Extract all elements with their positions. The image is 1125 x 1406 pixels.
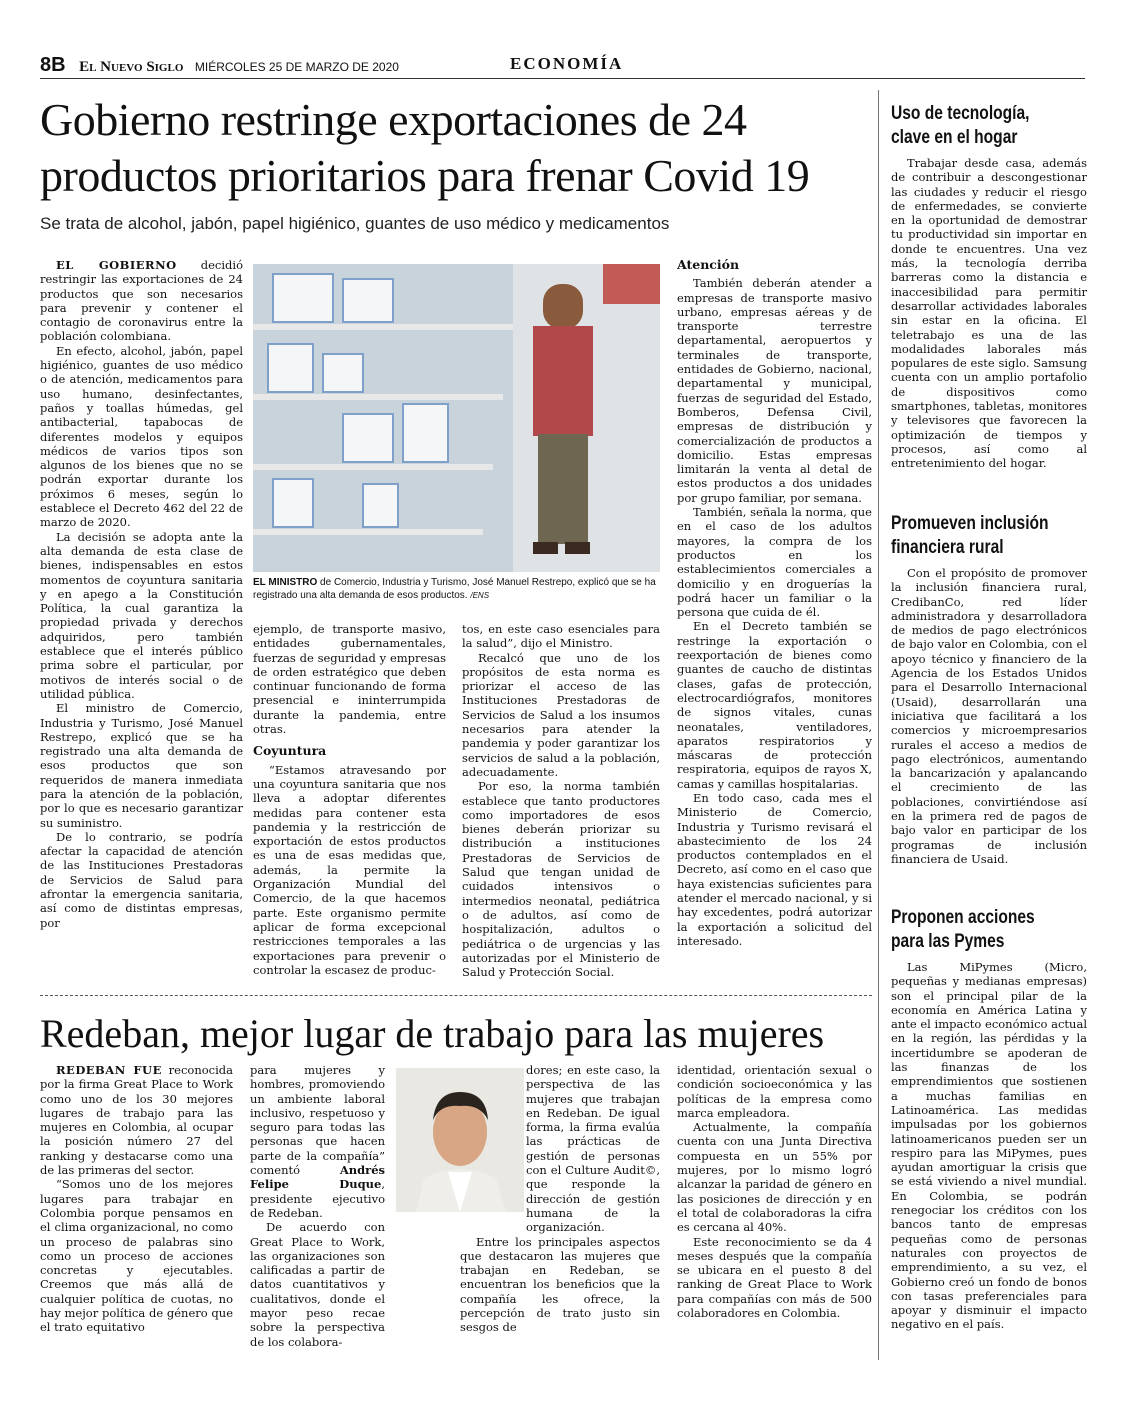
subheading-atencion: Atención [677, 257, 740, 272]
top-rule [40, 78, 1085, 79]
paragraph: También, señala la norma, que en el caso de los adultos mayores, la compra de los productos en los establecimientos comerciales a domicilio y en droguerías la podrá hacer un familiar o la persona que cuida de él. [677, 505, 872, 620]
article2-headline: Redeban, mejor lugar de trabajo para las mujeres [40, 1011, 825, 1056]
paragraph: tos, en este caso esenciales para la salud”, dijo el Ministro. [462, 622, 660, 651]
paragraph: En todo caso, cada mes el Ministerio de Comercio, Industria y Turismo revisará el abastecimiento de los 24 productos contemplados en el Decreto, así como en el caso que haya existencias suficientes para atender el mercado nacional, y si hay excedentes, podrá autorizar la exportación a solicitud del interesado. [677, 790, 872, 948]
sidebar-brief-pymes [891, 906, 1087, 1390]
photo-caption [253, 576, 660, 602]
photo-credit: /ENS [470, 591, 490, 600]
executive-name: Andrés Felipe Duque [250, 1163, 385, 1192]
paragraph: ejemplo, de transporte masivo, entidades gubernamentales, fuerzas de seguridad y empresas de orden estratégico que deben continuar funcionando de forma presencial e ininterrumpida durante la pandemia, entre otras. [253, 622, 446, 737]
brief-text: Las MiPymes (Micro, pequeñas y medianas empresas) son el principal pilar de la economía en América Latina y ante el impacto económico actual en la región, las pérdidas y la incertidumbre se apoderan de las finanzas de los emprendimientos que sostienen a muchas familias en Latinoamérica. Las medidas impulsadas por los gobiernos latinoamericanos pueden ser un respiro para las MiPymes, pues ayudan amortiguar la crisis que se está viviendo a nivel mundial. En Colombia, se podrán renegociar los créditos con los bancos tanto de empresas pequeñas como de personas naturales con proyectos de emprendimiento, a su vez, el Gobierno creó un fondo de bonos con tasas preferenciales para apoyar y disminuir el impacto negativo en el país. [891, 960, 1087, 1332]
paragraph: Por eso, la norma también establece que tanto productores como importadores de esos bienes deberán priorizar su distribución a instituciones Prestadoras de Servicios de Salud que tengan unidad de cuidados intensivos o intermedios neonatal, pediátrica o de adultos, así como de hospitalización, adultos o pediátrica o de urgencias y las autorizadas por el Ministerio de Salud y Protección Social. [462, 779, 660, 980]
minister-supermarket-photo [253, 264, 660, 572]
paragraph: “Somos uno de los mejores lugares para trabajar en Colombia porque pensamos en el clima organizacional, no como un proceso de palabras sino como un proceso de acciones concretas y ejecutables. Creemos que más allá de cualquier política de cuotas, no hay mejor política de género que el trato equitativo [40, 1177, 233, 1335]
paragraph: Actualmente, la compañía cuenta con una Junta Directiva compuesta en un 55% por mujeres, por lo mismo logró alcanzar la paridad de género en las posiciones de dirección y en el total de colaboradoras la cifra es cercana al 40%. [677, 1120, 872, 1235]
article2-column-3 [460, 1063, 660, 1363]
article-separator [40, 995, 872, 996]
paragraph: Recalcó que uno de los propósitos de esta norma es priorizar el acceso de las Instituciones Prestadoras de Servicios de Salud a los insumos necesarios para atender la pandemia y poder garantizar los servicios de salud a la población, adecuadamente. [462, 650, 660, 779]
edition-date: MIÉRCOLES 25 DE MARZO DE 2020 [194, 60, 399, 74]
paragraph: También deberán atender a empresas de transporte masivo urbano, empresas aéreas y de transporte terrestre departamental, aeropuertos y terminales de transporte, entidades de Gobierno, nacional, departamental y municipal, fuerzas de seguridad del Estado, Bomberos, Defensa Civil, empresas de distribución y comercialización de productos a domicilio. Estas empresas limitarán la venta al detal de estos productos a dos unidades por grupo familiar, por semana. [677, 276, 872, 505]
paragraph: El ministro de Comercio, Industria y Turismo, José Manuel Restrepo, explicó que se ha registrado una alta demanda de esos productos que son requeridos de manera inmediata para la atención de la población, por lo que es necesario garantizar su suministro. [40, 701, 243, 830]
paragraph: para mujeres y hombres, promoviendo un ambiente laboral inclusivo, respetuoso y seguro para todas las personas que hacen parte de la compañía” comentó Andrés Felipe Duque, presidente ejecutivo de Redeban. [250, 1063, 385, 1220]
caption-text: de Comercio, Industria y Turismo, José Manuel Restrepo, explicó que se ha registrado una alta demanda de esos productos. [253, 577, 656, 601]
article1-subhead: Se trata de alcohol, jabón, papel higiénico, guantes de uso médico y medicamentos [40, 214, 670, 233]
subheading-coyuntura: Coyuntura [253, 743, 327, 759]
paragraph: “Estamos atravesando por una coyuntura sanitaria que nos lleva a adoptar diferentes medidas para contener esta pandemia y la restricción de exportación de estos productos es una de esas medidas que, además, la permite la Organización Mundial del Comercio, de la que hacemos parte. Este organismo permite aplicar de forma excepcional restricciones temporales a las exportaciones para prevenir o controlar la escasez de produc- [253, 762, 446, 977]
brief-text: Trabajar desde casa, además de contribuir a descongestionar las ciudades y reducir el riesgo de enfermedades, se convierte en la oportunidad de demostrar tu productividad sin importar en donde te encuentres. Una vez más, la tecnología derriba barreras como la distancia e inaccesibilidad para permitir desarrollar actividades laborales sin estar en la oficina. El teletrabajo es una de las modalidades laborales más populares de este siglo. Samsung cuenta con un amplio portafolio de dispositivos como smartphones, tabletas, monitores y televisores que favorecen la optimización de tiempos y procesos, así como al entretenimiento del hogar. [891, 156, 1087, 471]
paragraph: decidió restringir las exportaciones de 24 productos que son necesarios para prevenir y contener el contagio de coronavirus entre la población colombiana. [40, 258, 243, 344]
sidebar-brief-technology [891, 102, 1087, 481]
section-title: ECONOMÍA [510, 54, 624, 73]
caption-lead: EL MINISTRO [253, 577, 318, 588]
page-number: 8B [40, 54, 66, 76]
paragraph: De acuerdo con Great Place to Work, las organizaciones son calificadas a partir de datos cuantitativos y cualitativos, donde el mayor peso recae sobre la perspectiva de los colabora- [250, 1220, 385, 1349]
sidebar-divider [878, 90, 879, 1360]
sidebar-brief-financial-inclusion [891, 512, 1087, 886]
article2-lead: REDEBAN FUE [56, 1063, 162, 1077]
paragraph: reconocida por la firma Great Place to Work como uno de los 30 mejores lugares de trabajo para las mujeres en Colombia, al ocupar la posición número 27 del ranking y destacarse como una de las primeras del sector. [40, 1063, 233, 1178]
article2-column-2 [250, 1063, 385, 1363]
article2-column-1 [40, 1063, 233, 1363]
paragraph: En efecto, alcohol, jabón, papel higiénico, guantes de uso médico o de atención, medicamentos para uso humano, desinfectantes, paños y toallas húmedas, gel antibacterial, tapabocas de diferentes modelos y equipos médicos de varios tipos son algunos de los bienes que no se podrán exportar durante los próximos 6 meses, según lo establece el Decreto 462 del 22 de marzo de 2020. [40, 343, 243, 530]
paragraph: Este reconocimiento se da 4 meses después que la compañía se ubicara en el puesto 8 del ranking de Great Place to Work para compañías con más de 500 colaboradores en Colombia. [677, 1234, 872, 1321]
newspaper-brand: El Nuevo Siglo [79, 59, 184, 75]
masthead [40, 54, 399, 77]
paragraph: La decisión se adopta ante la alta demanda de esta clase de bienes, indispensables en estos momentos de coyuntura sanitaria y en apego a la Constitución Política, la cual garantiza la propiedad privada y derechos adquiridos, pero también establece que el interés público prima sobre el particular, por motivos de interés social o de utilidad pública. [40, 529, 243, 701]
brief-title: Proponen acciones para las Pymes [891, 907, 1035, 952]
article1-column-3 [462, 622, 660, 986]
article1-column-2 [253, 622, 446, 986]
brief-text: Con el propósito de promover la inclusión financiera rural, CredibanCo, red líder administradora y desarrolladora de medios de pago electrónicos de bajo valor en Colombia, con el apoyo técnico y financiero de la Agencia de los Estados Unidos para el Desarrollo Internacional (Usaid), desarrollarán una iniciativa que facilitará a los comercios y microempresarios rurales el acceso a medios de pago electrónicos, aumentando la bancarización y apalancando el crecimiento de las poblaciones, convirtiéndose así en la primera red de pagos de bajo valor en participar de los programas de inclusión financiera de Usaid. [891, 566, 1087, 866]
paragraph: identidad, orientación sexual o condición socioeconómica y las políticas de la empresa como marca empleadora. [677, 1063, 872, 1120]
article1-headline: Gobierno restringe exportaciones de 24 productos prioritarios para frenar Covid 19 [40, 94, 810, 201]
brief-title: Uso de tecnología, clave en el hogar [891, 103, 1030, 148]
article1-lead: EL GOBIERNO [56, 258, 177, 272]
article2-column-4 [677, 1063, 872, 1363]
paragraph: Entre los principales aspectos que destacaron las mujeres que trabajan en Redeban, se encuentran los beneficios que la compañía les ofrece, la percepción de trato justo sin sesgos de [460, 1234, 660, 1335]
article1-column-4 [677, 256, 872, 986]
article1-column-1 [40, 258, 243, 986]
paragraph: De lo contrario, se podría afectar la capacidad de atención de las Instituciones Prestadoras de Servicios de Salud para afrontar la emergencia sanitaria, así como de distintas empresas, por [40, 829, 243, 930]
paragraph: dores; en este caso, la perspectiva de las mujeres que trabajan en Redeban. De igual forma, la firma evalúa las prácticas de gestión de personas con el Culture Audit©, que responde la dirección de gestión humana de la organización. [526, 1063, 660, 1235]
brief-title: Promueven inclusión financiera rural [891, 513, 1049, 558]
paragraph: En el Decreto también se restringe la exportación o reexportación de bienes como guantes de caucho de distintas clases, gafas de protección, electrocardiógrafos, monitores de signos vitales, cunas neonatales, ventiladores, aparatos respiratorios y máscaras de protección respiratoria, equipos de rayos X, camas y camillas hospitalarias. [677, 619, 872, 791]
